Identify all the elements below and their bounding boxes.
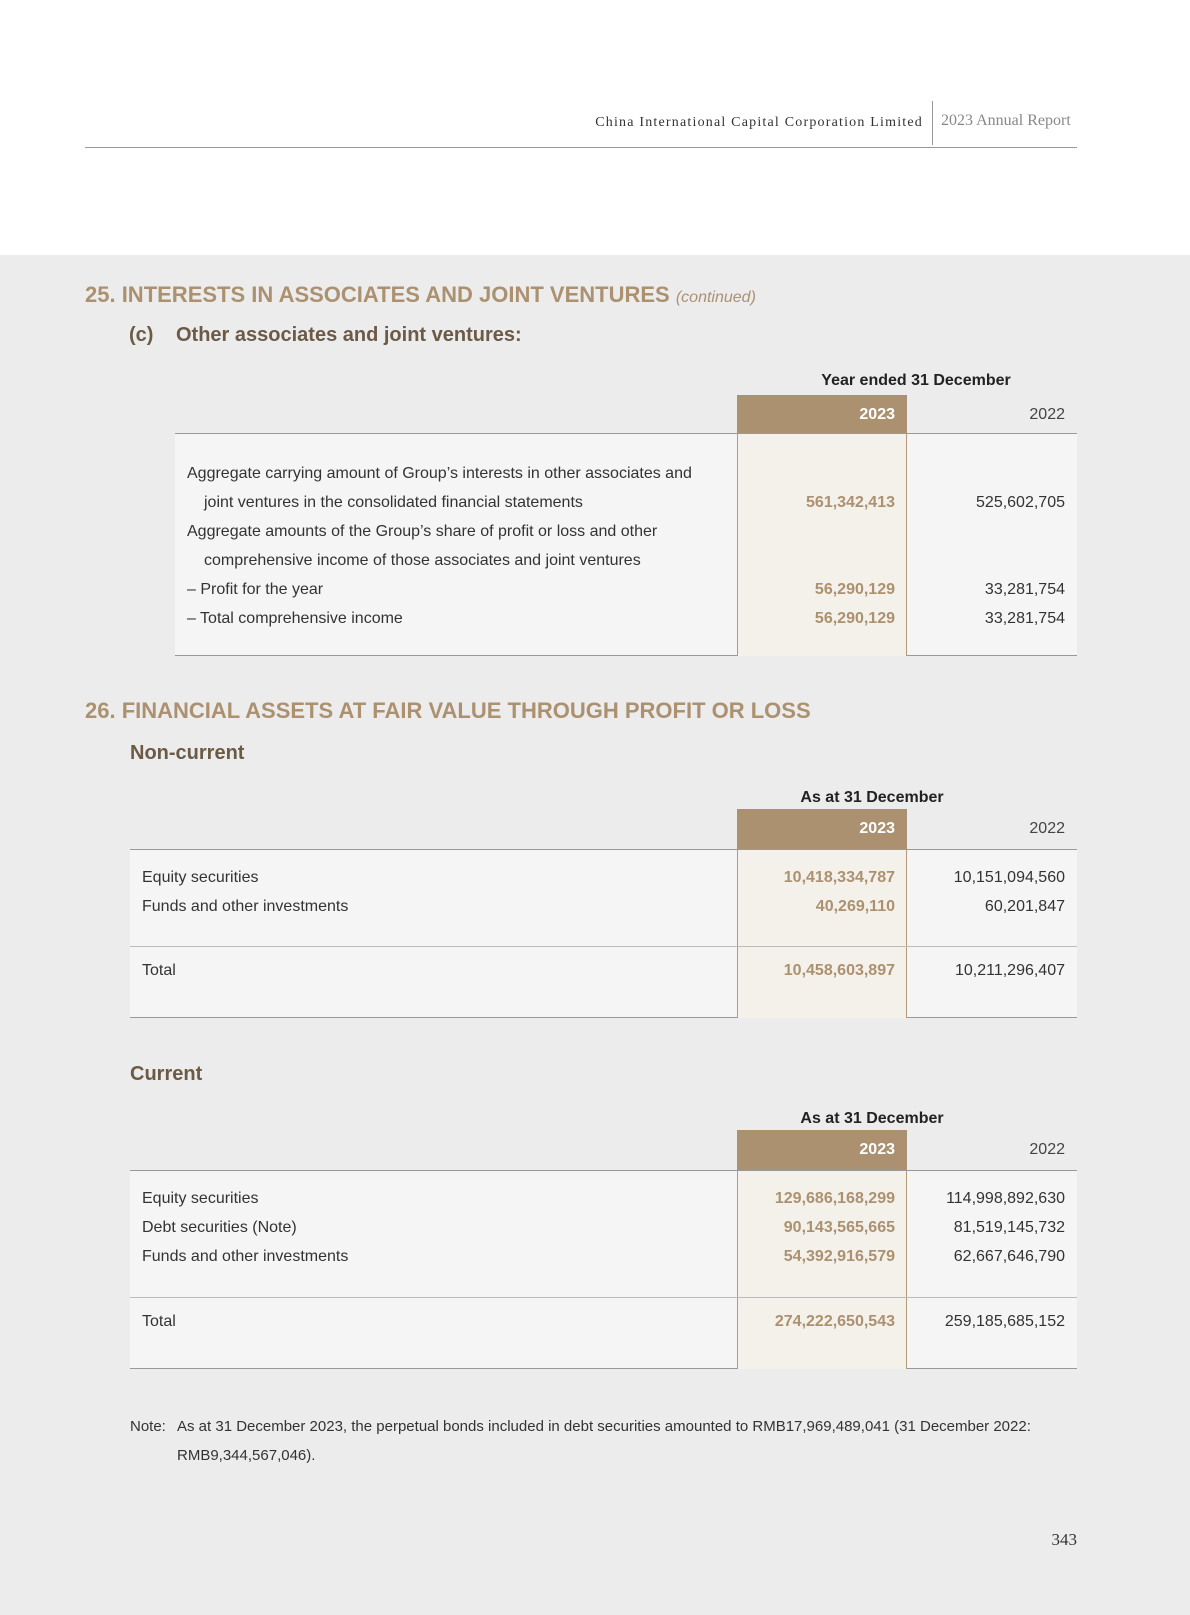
row-label: Equity securities	[142, 1190, 259, 1207]
value-2023: 56,290,129	[814, 610, 895, 627]
header-2023: 2023	[737, 1130, 907, 1170]
row-label: joint ventures in the consolidated financial statements	[204, 494, 583, 511]
section-title: 25. INTERESTS IN ASSOCIATES AND JOINT VENTURES	[85, 282, 670, 307]
header-rule	[85, 147, 1077, 148]
value-2023: 40,269,110	[815, 898, 895, 915]
table-caption: Year ended 31 December	[821, 372, 1011, 389]
row-label: Funds and other investments	[142, 1248, 349, 1265]
row-label: Total	[142, 1313, 176, 1330]
value-2022: 33,281,754	[984, 581, 1065, 598]
subsection-c-label: (c)	[129, 324, 154, 346]
continued-label: (continued)	[675, 289, 756, 306]
table-row	[130, 957, 1077, 986]
header-2022: 2022	[1029, 1141, 1065, 1158]
row-label: Debt securities (Note)	[142, 1219, 297, 1236]
table-row	[130, 1308, 1077, 1337]
row-label: Total	[142, 962, 176, 979]
noncurrent-title: Non-current	[130, 742, 245, 764]
value-2022: 33,281,754	[984, 610, 1065, 627]
value-2022: 10,211,296,407	[954, 962, 1065, 979]
associates-table	[175, 365, 1077, 655]
table-caption: As at 31 December	[800, 1110, 944, 1127]
note-label: Note:	[130, 1418, 166, 1435]
row-label: Equity securities	[142, 869, 259, 886]
table-row	[130, 1214, 1077, 1243]
value-2023: 10,418,334,787	[783, 869, 895, 886]
page-number: 343	[1051, 1530, 1077, 1549]
value-2023: 561,342,413	[806, 494, 895, 511]
table-row	[175, 460, 1077, 489]
header-2023: 2023	[737, 395, 907, 433]
company-name: China International Capital Corporation Limited	[595, 115, 923, 130]
table-row	[175, 547, 1077, 576]
table-row	[175, 518, 1077, 547]
row-label: comprehensive income of those associates and joint ventures	[204, 552, 641, 569]
value-2023: 10,458,603,897	[783, 962, 895, 979]
row-label: – Total comprehensive income	[187, 610, 403, 627]
subtotal-rule	[130, 1297, 1077, 1298]
subtotal-rule	[130, 946, 1077, 947]
value-2022: 81,519,145,732	[953, 1219, 1065, 1236]
value-2022: 62,667,646,790	[953, 1248, 1065, 1265]
page-header-area	[0, 0, 1190, 255]
value-2023: 90,143,565,665	[783, 1219, 895, 1236]
table-row	[130, 864, 1077, 893]
table-row	[175, 489, 1077, 518]
subsection-c-title: Other associates and joint ventures:	[176, 324, 522, 346]
current-table	[130, 1103, 1077, 1369]
row-label: Aggregate amounts of the Group’s share of profit or loss and other	[187, 523, 658, 540]
value-2023: 56,290,129	[814, 581, 895, 598]
section-25-heading	[85, 282, 756, 308]
note-text: As at 31 December 2023, the perpetual bonds included in debt securities amounted to RMB17,969,489,041 (31 December 2022: RMB9,344,567,046).	[177, 1418, 1031, 1464]
header-2022: 2022	[1029, 820, 1065, 837]
value-2023: 54,392,916,579	[783, 1248, 895, 1265]
header-2022: 2022	[1029, 406, 1065, 423]
header-2023: 2023	[737, 809, 907, 849]
table-row	[130, 1243, 1077, 1272]
value-2022: 10,151,094,560	[953, 869, 1065, 886]
row-label: Aggregate carrying amount of Group’s interests in other associates and	[187, 465, 692, 482]
row-label: Funds and other investments	[142, 898, 349, 915]
report-title: 2023 Annual Report	[941, 112, 1071, 129]
value-2022: 259,185,685,152	[944, 1313, 1065, 1330]
value-2023: 274,222,650,543	[774, 1313, 895, 1330]
table-row	[130, 1185, 1077, 1214]
value-2022: 114,998,892,630	[946, 1190, 1065, 1207]
table-row	[175, 605, 1077, 634]
header-divider	[932, 101, 933, 145]
footnote	[130, 1412, 1080, 1470]
value-2022: 525,602,705	[976, 494, 1065, 511]
table-row	[130, 893, 1077, 922]
table-caption: As at 31 December	[800, 789, 944, 806]
row-label: – Profit for the year	[187, 581, 324, 598]
value-2023: 129,686,168,299	[774, 1190, 895, 1207]
value-2022: 60,201,847	[984, 898, 1065, 915]
table-row	[175, 576, 1077, 605]
noncurrent-table	[130, 782, 1077, 1018]
section-26-heading: 26. FINANCIAL ASSETS AT FAIR VALUE THROUGH PROFIT OR LOSS	[85, 698, 811, 723]
current-title: Current	[130, 1063, 203, 1085]
